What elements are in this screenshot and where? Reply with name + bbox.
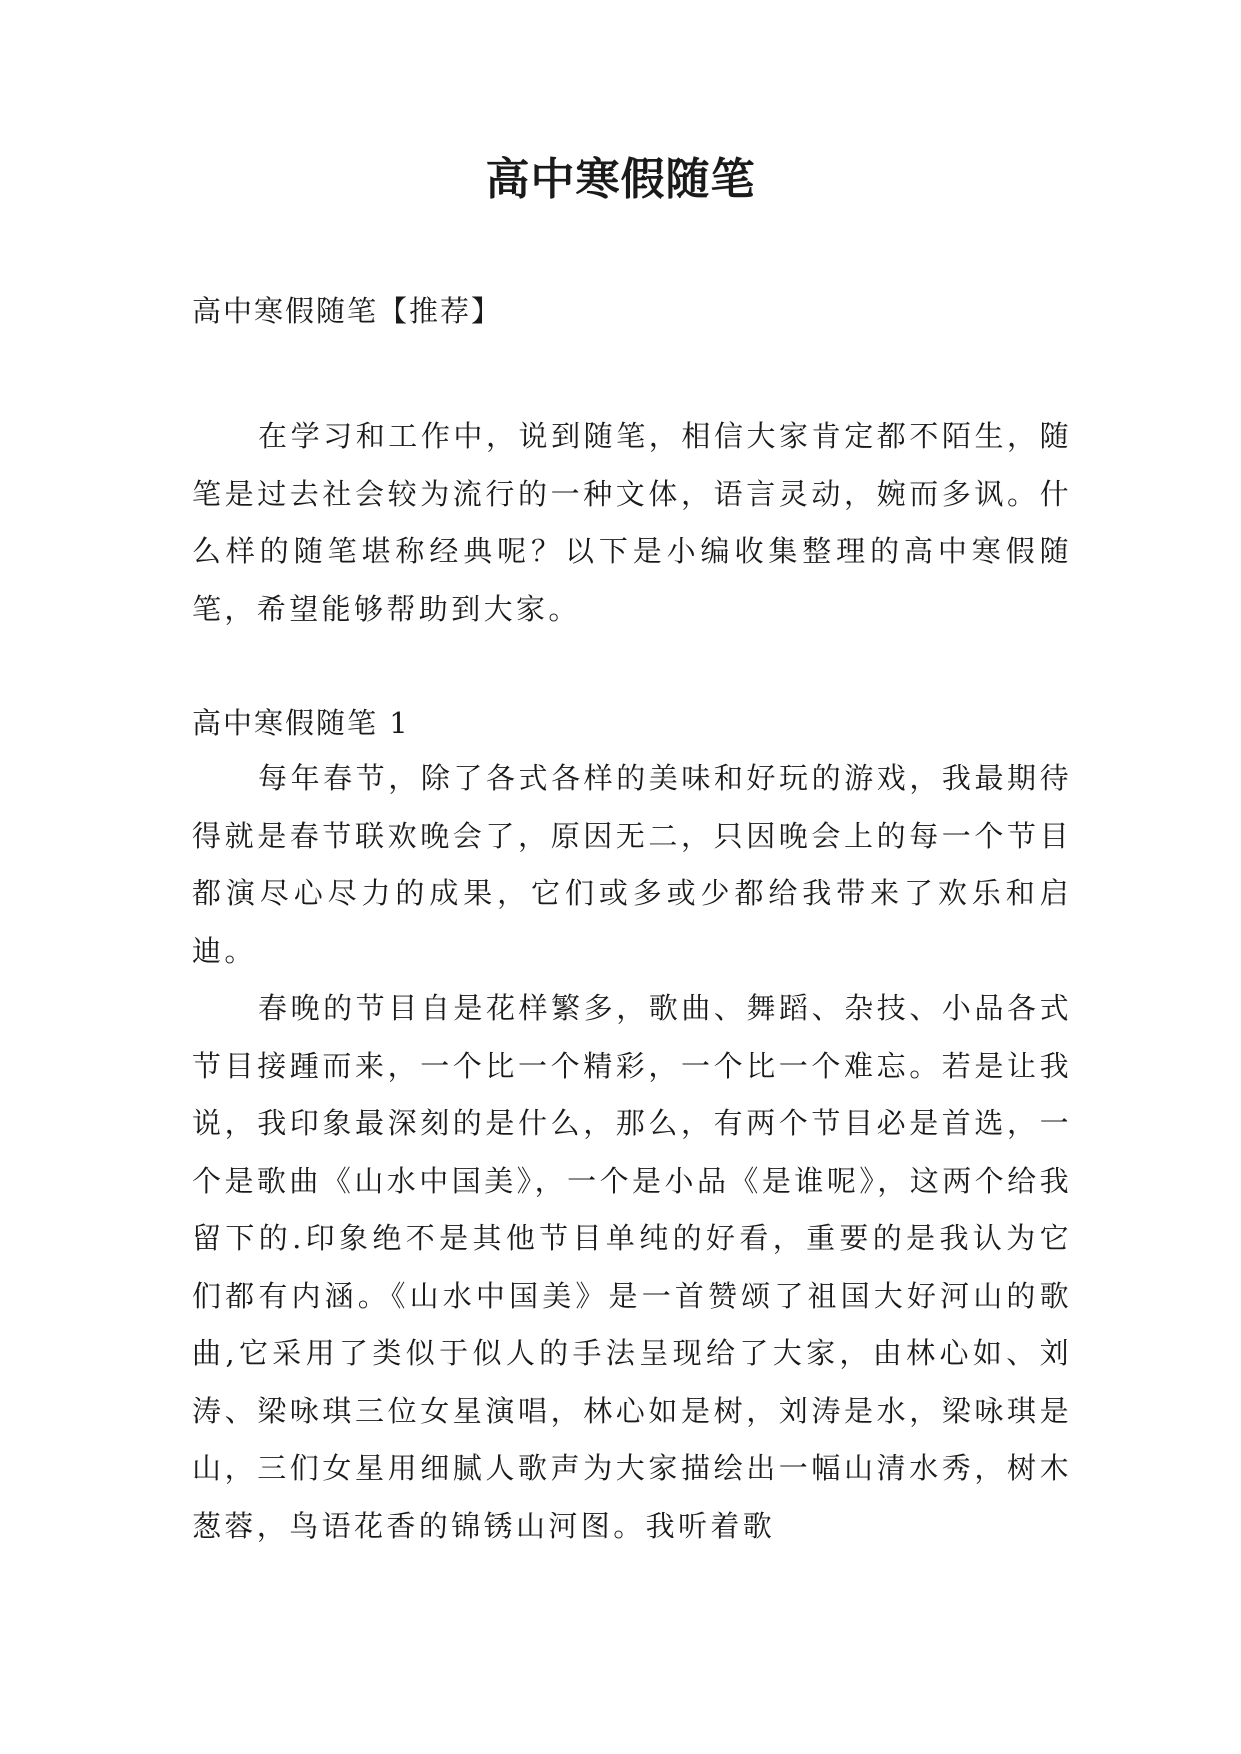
body-paragraph: 每年春节，除了各式各样的美味和好玩的游戏，我最期待得就是春节联欢晚会了，原因无二，只因晚会上的每一个节目都演尽心尽力的成果，它们或多或少都给我带来了欢乐和启迪。	[192, 761, 1072, 968]
body-paragraph: 春晚的节目自是花样繁多，歌曲、舞蹈、杂技、小品各式节目接踵而来，一个比一个精彩，一个比一个难忘。若是让我说，我印象最深刻的是什么，那么，有两个节目必是首选，一个是歌曲《山水中国美》，一个是小品《是谁呢》，这两个给我留下的.印象绝不是其他节目单纯的好看，重要的是我认为它们都有内涵。《山水中国美》是一首赞颂了祖国大好河山的歌曲,它采用了类似于似人的手法呈现给了大家，由林心如、刘涛、梁咏琪三位女星演唱，林心如是树，刘涛是水，梁咏琪是山，三们女星用细腻人歌声为大家描绘出一幅山清水秀，树木葱蓉，鸟语花香的锦锈山河图。我听着歌	[192, 991, 1072, 1543]
document-subtitle: 高中寒假随笔【推荐】	[192, 294, 503, 328]
intro-paragraph: 在学习和工作中，说到随笔，相信大家肯定都不陌生，随笔是过去社会较为流行的一种文体，语言灵动，婉而多讽。什么样的随笔堪称经典呢？以下是小编收集整理的高中寒假随笔，希望能够帮助到大家。	[192, 419, 1072, 626]
section-heading: 高中寒假随笔 1	[192, 706, 410, 740]
document-title: 高中寒假随笔	[485, 154, 756, 205]
